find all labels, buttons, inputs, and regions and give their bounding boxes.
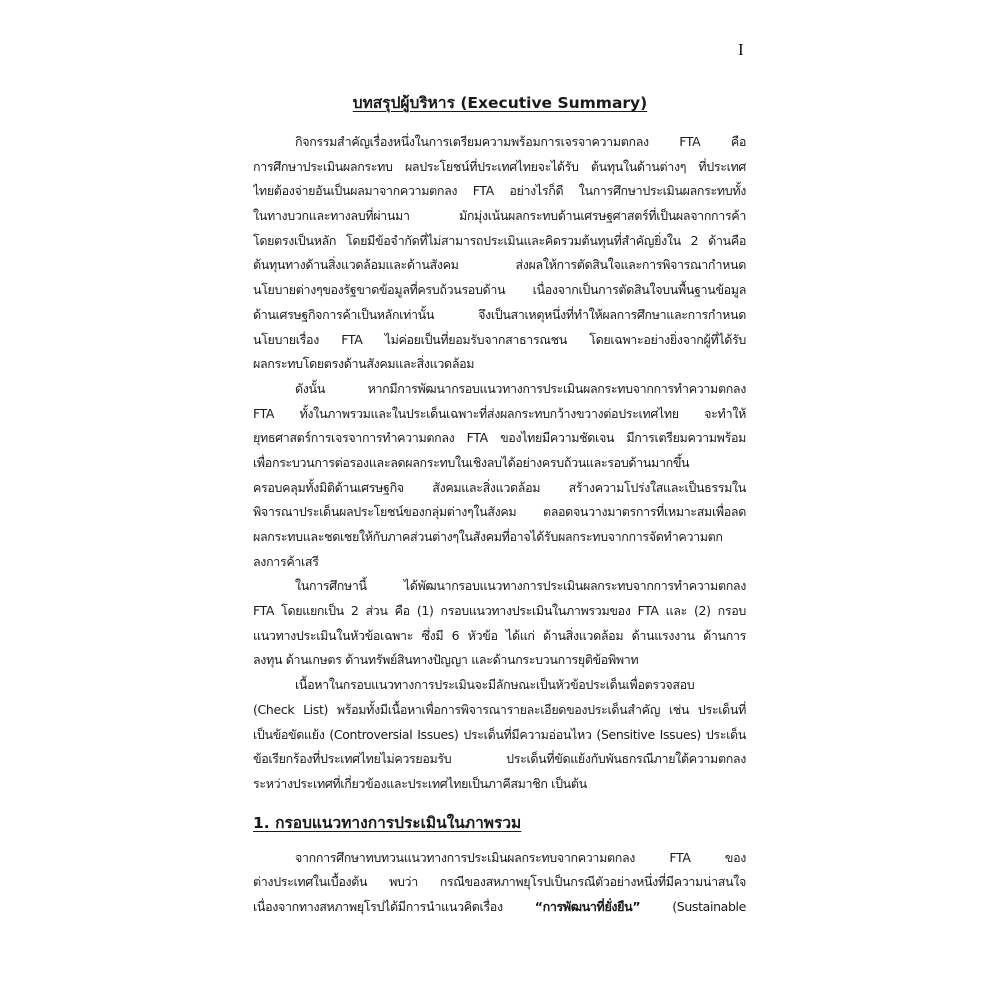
paragraph-line: ระหว่างประเทศที่เกี่ยวข้องและประเทศไทยเป็นภาคีสมาชิก เป็นต้น [253,775,587,791]
paragraph-line: ต้นทุนทางด้านสิ่งแวดล้อมและด้านสังคม ส่งผลให้การตัดสินใจและการพิจารณากำหนด [253,257,746,273]
executive-summary-paragraphs [253,130,746,797]
paragraph-line: FTA ทั้งในภาพรวมและในประเด็นเฉพาะที่ส่งผลกระทบกว้างขวางต่อประเทศไทย จะทำให้ [253,405,746,421]
paragraph-line: ลงทุน ด้านเกษตร ด้านทรัพย์สินทางปัญญา และด้านกระบวนการยุติข้อพิพาท [253,652,639,668]
document-title: บทสรุปผู้บริหาร (Executive Summary) [352,94,648,112]
section-paragraph-line [253,895,746,920]
paragraph [253,673,746,796]
heading-spacer [253,838,746,846]
paragraph-line: นโยบายเรื่อง FTA ไม่ค่อยเป็นที่ยอมรับจากสาธารณชน โดยเฉพาะอย่างยิ่งจากผู้ที่ได้รับ [253,331,746,347]
document-body [253,130,746,920]
paragraph [253,377,746,575]
paragraph-line: เนื้อหาในกรอบแนวทางการประเมินจะมีลักษณะเป็นหัวข้อประเด็นเพื่อตรวจสอบ [295,677,695,693]
paragraph-line: ลงการค้าเสรี [253,553,319,569]
sustainable-development-term: “การพัฒนาที่ยั่งยืน” [534,898,641,914]
section-paragraph-line: จากการศึกษาทบทวนแนวทางการประเมินผลกระทบจากความตกลง FTA ของ [295,849,746,865]
paragraph-line: (Check List) พร้อมทั้งมีเนื้อหาเพื่อการพิจารณารายละเอียดของประเด็นสำคัญ เช่น ประเด็นที่ [253,701,746,717]
paragraph-line: ในการศึกษานี้ ได้พัฒนากรอบแนวทางการประเมินผลกระทบจากการทำความตกลง [295,578,746,594]
page-number: I [738,40,744,59]
paragraph-line: FTA โดยแยกเป็น 2 ส่วน คือ (1) กรอบแนวทางประเมินในภาพรวมของ FTA และ (2) กรอบ [253,603,746,619]
paragraph-line: ผลกระทบโดยตรงด้านสังคมและสิ่งแวดล้อม [253,356,475,372]
paragraph-line: ข้อเรียกร้องที่ประเทศไทยไม่ควรยอมรับ ประเด็นที่ขัดแย้งกับพันธกรณีภายใต้ความตกลง [253,751,746,767]
paragraph-line: เพื่อกระบวนการต่อรองและลดผลกระทบในเชิงลบได้อย่างครบถ้วนและรอบด้านมากขึ้น [253,454,690,470]
section-paragraph [253,846,746,920]
paragraph-line: ดังนั้น หากมีการพัฒนากรอบแนวทางการประเมินผลกระทบจากการทำความตกลง [295,380,746,396]
paragraph-line: โดยตรงเป็นหลัก โดยมีข้อจำกัดที่ไม่สามารถประเมินและคิดรวมต้นทุนที่สำคัญยิ่งใน 2 ด้านคือ [253,232,746,248]
paragraph-line: แนวทางประเมินในหัวข้อเฉพาะ ซึ่งมี 6 หัวข้อ ได้แก่ ด้านสิ่งแวดล้อม ด้านแรงงาน ด้านการ [253,627,746,643]
section-heading: 1. กรอบแนวทางการประเมินในภาพรวม [253,813,522,832]
paragraph [253,130,746,377]
section-paragraph-text: เนื่องจากทางสหภาพยุโรปได้มีการนำแนวคิดเรื่อง [253,898,535,914]
paragraph-line: การศึกษาประเมินผลกระทบ ผลประโยชน์ที่ประเทศไทยจะได้รับ ต้นทุนในด้านต่างๆ ที่ประเทศ [253,158,746,174]
paragraph-line: ครอบคลุมทั้งมิติด้านเศรษฐกิจ สังคมและสิ่งแวดล้อม สร้างความโปร่งใสและเป็นธรรมใน [253,479,746,495]
section-paragraph-text: (Sustainable [640,898,746,914]
paragraph-line: ยุทธศาสตร์การเจรจาการทำความตกลง FTA ของไทยมีความชัดเจน มีการเตรียมความพร้อม [253,430,746,446]
paragraph-line: นโยบายต่างๆของรัฐขาดข้อมูลที่ครบถ้วนรอบด้าน เนื่องจากเป็นการตัดสินใจบนพื้นฐานข้อมูล [253,282,746,298]
paragraph-line: พิจารณาประเด็นผลประโยชน์ของกลุ่มต่างๆในสังคม ตลอดจนวางมาตรการที่เหมาะสมเพื่อลด [253,504,746,520]
paragraph-line: ไทยต้องจ่ายอันเป็นผลมาจากความตกลง FTA อย่างไรก็ดี ในการศึกษาประเมินผลกระทบทั้ง [253,183,746,199]
section-paragraph-line: ต่างประเทศในเบื้องต้น พบว่า กรณีของสหภาพยุโรปเป็นกรณีตัวอย่างหนึ่งที่มีความน่าสนใจ [253,874,746,890]
paragraph-line: ด้านเศรษฐกิจการค้าเป็นหลักเท่านั้น จึงเป็นสาเหตุหนึ่งที่ทำให้ผลการศึกษาและการกำหนด [253,306,746,322]
paragraph [253,574,746,673]
paragraph-line: ในทางบวกและทางลบที่ผ่านมา มักมุ่งเน้นผลกระทบด้านเศรษฐศาสตร์ที่เป็นผลจากการค้า [253,208,746,224]
paragraph-line: ผลกระทบและชดเชยให้กับภาคส่วนต่างๆในสังคมที่อาจได้รับผลกระทบจากการจัดทำความตก [253,529,723,544]
paragraph-line: เป็นข้อขัดแย้ง (Controversial Issues) ประเด็นที่มีความอ่อนไหว (Sensitive Issues) ประเด็น [253,726,746,742]
paragraph-line: กิจกรรมสำคัญเรื่องหนึ่งในการเตรียมความพร้อมการเจรจาความตกลง FTA คือ [295,134,746,149]
